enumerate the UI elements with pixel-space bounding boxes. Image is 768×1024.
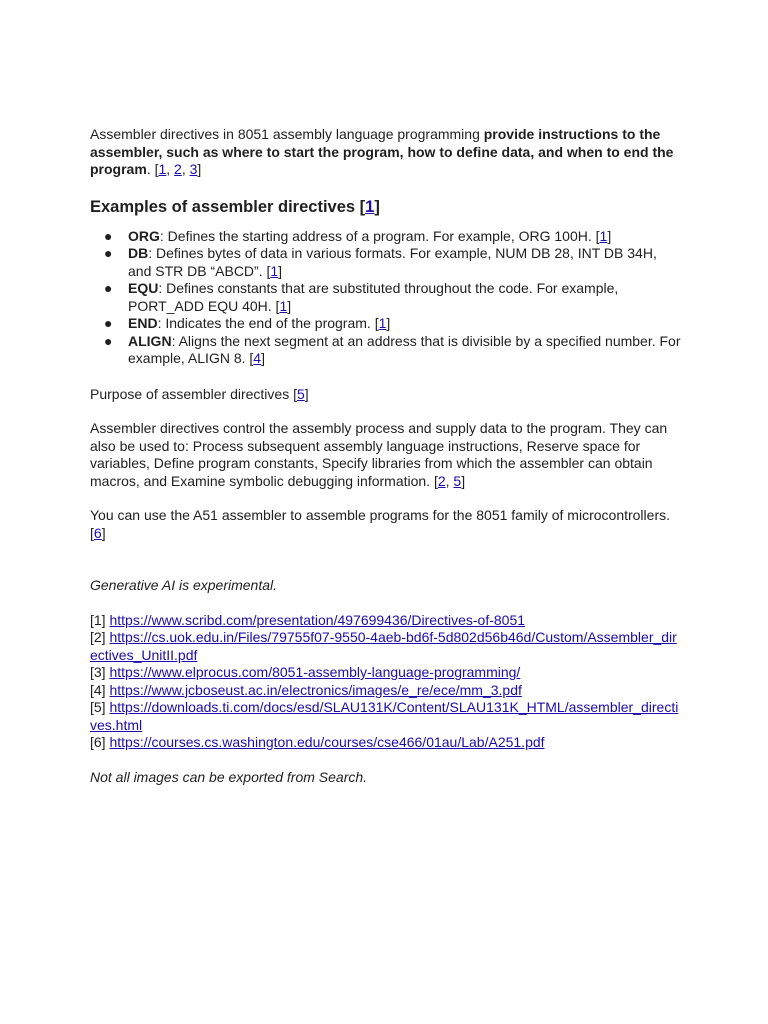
directive-description: : Defines the starting address of a program. For example, ORG 100H. [ xyxy=(159,227,600,244)
references-list xyxy=(90,612,682,752)
purpose-heading: Purpose of assembler directives [5] xyxy=(90,385,309,402)
reference-link[interactable]: https://downloads.ti.com/docs/esd/SLAU131K/Content/SLAU131K_HTML/assembler_directives.html xyxy=(90,699,679,733)
list-item-org: ● ORG: Defines the starting address of a program. For example, ORG 100H. [1] xyxy=(104,227,612,244)
directive-cite-link[interactable]: 1 xyxy=(599,227,608,244)
intro-cite-2-link[interactable]: 2 xyxy=(174,161,182,177)
bullet-icon: ● xyxy=(104,280,113,296)
intro-text: Assembler directives in 8051 assembly language programming xyxy=(90,126,484,142)
reference-item: [2] https://cs.uok.edu.in/Files/79755f07-9550-4aeb-bd6f-5d802d56b46d/Custom/Assembler_directives_UnitII.pdf xyxy=(90,629,677,663)
directive-cite-link[interactable]: 1 xyxy=(378,315,387,331)
directive-description: : Indicates the end of the program. [ xyxy=(157,315,379,331)
list-item-equ: ● EQU: Defines constants that are substituted throughout the code. For example, PORT_ADD EQU 40H. [1] xyxy=(104,280,619,314)
intro-cite-3-link[interactable]: 3 xyxy=(189,161,198,177)
reference-link[interactable]: https://www.jcboseust.ac.in/electronics/images/e_re/ece/mm_3.pdf xyxy=(109,681,522,698)
directive-cite-link[interactable]: 1 xyxy=(279,297,288,314)
directive-term: END xyxy=(128,315,158,331)
reference-item: [6] https://courses.cs.washington.edu/courses/cse466/01au/Lab/A251.pdf xyxy=(90,734,545,750)
directive-cite-link[interactable]: 4 xyxy=(253,350,262,366)
bullet-icon: ● xyxy=(104,332,113,349)
purpose-paragraph: Assembler directives control the assembly process and supply data to the program. They can also be used to: Process subsequent assembly language instructions, Reserve space for variables, Define program constants, Specify libraries from which the assembler can obtain macros, and Examine symbolic debugging information. [2, 5] xyxy=(90,420,668,489)
reference-link[interactable]: https://courses.cs.washington.edu/courses/cse466/01au/Lab/A251.pdf xyxy=(109,734,545,750)
a51-paragraph: You can use the A51 assembler to assemble programs for the 8051 family of microcontrollers. [6] xyxy=(90,507,670,541)
reference-link[interactable]: https://cs.uok.edu.in/Files/79755f07-9550-4aeb-bd6f-5d802d56b46d/Custom/Assembler_directives_UnitII.pdf xyxy=(90,629,677,663)
bullet-icon: ● xyxy=(104,227,113,244)
directive-description: : Aligns the next segment at an address that is divisible by a specified number. For example, ALIGN 8. [ xyxy=(128,332,681,366)
reference-link[interactable]: https://www.elprocus.com/8051-assembly-language-programming/ xyxy=(109,664,521,680)
reference-item: [4] https://www.jcboseust.ac.in/electronics/images/e_re/ece/mm_3.pdf xyxy=(90,681,522,698)
intro-bold-text: provide instructions to the assembler, such as where to start the program, how to define data, and when to end the program xyxy=(90,126,674,177)
footer-note: Not all images can be exported from Search. xyxy=(90,768,368,785)
directive-term: EQU xyxy=(128,280,159,296)
reference-item: [5] https://downloads.ti.com/docs/esd/SLAU131K/Content/SLAU131K_HTML/assembler_directives.html xyxy=(90,699,679,733)
list-item-db: ● DB: Defines bytes of data in various formats. For example, NUM DB 28, INT DB 34H, and STR DB “ABCD”. [1] xyxy=(104,245,657,279)
directive-description: : Defines bytes of data in various formats. For example, NUM DB 28, INT DB 34H, and STR DB “ABCD”. [ xyxy=(128,245,657,279)
directive-description: : Defines constants that are substituted throughout the code. For example, PORT_ADD EQU 40H. [ xyxy=(128,280,619,314)
a51-cite-link[interactable]: 6 xyxy=(93,524,102,541)
intro-paragraph: Assembler directives in 8051 assembly language programming provide instructions to the assembler, such as where to start the program, how to define data, and when to end the program. [1, 2, 3] xyxy=(90,126,674,177)
directive-term: ALIGN xyxy=(128,332,172,349)
examples-heading: Examples of assembler directives [1] xyxy=(90,197,380,216)
bullet-icon: ● xyxy=(104,245,113,261)
bullet-icon: ● xyxy=(104,315,113,331)
directive-term: DB xyxy=(128,245,149,261)
reference-item: [3] https://www.elprocus.com/8051-assembly-language-programming/ xyxy=(90,664,521,680)
reference-item: [1] https://www.scribd.com/presentation/497699436/Directives-of-8051 xyxy=(90,611,526,628)
reference-link[interactable]: https://www.scribd.com/presentation/497699436/Directives-of-8051 xyxy=(109,611,526,628)
body-cite-5-link[interactable]: 5 xyxy=(453,472,462,489)
directives-list xyxy=(90,228,682,368)
intro-cite-1-link[interactable]: 1 xyxy=(158,161,167,177)
directive-cite-link[interactable]: 1 xyxy=(270,262,279,279)
purpose-cite-link[interactable]: 5 xyxy=(296,385,305,402)
list-item-align: ● ALIGN: Aligns the next segment at an address that is divisible by a specified number. For example, ALIGN 8. [4] xyxy=(104,332,681,366)
body-cite-2-link[interactable]: 2 xyxy=(437,472,446,489)
directive-term: ORG xyxy=(128,227,160,244)
examples-heading-cite-link[interactable]: 1 xyxy=(365,197,375,216)
list-item-end: ● END: Indicates the end of the program. [1] xyxy=(104,315,391,331)
genai-note: Generative AI is experimental. xyxy=(90,577,278,593)
document-page xyxy=(90,126,682,786)
